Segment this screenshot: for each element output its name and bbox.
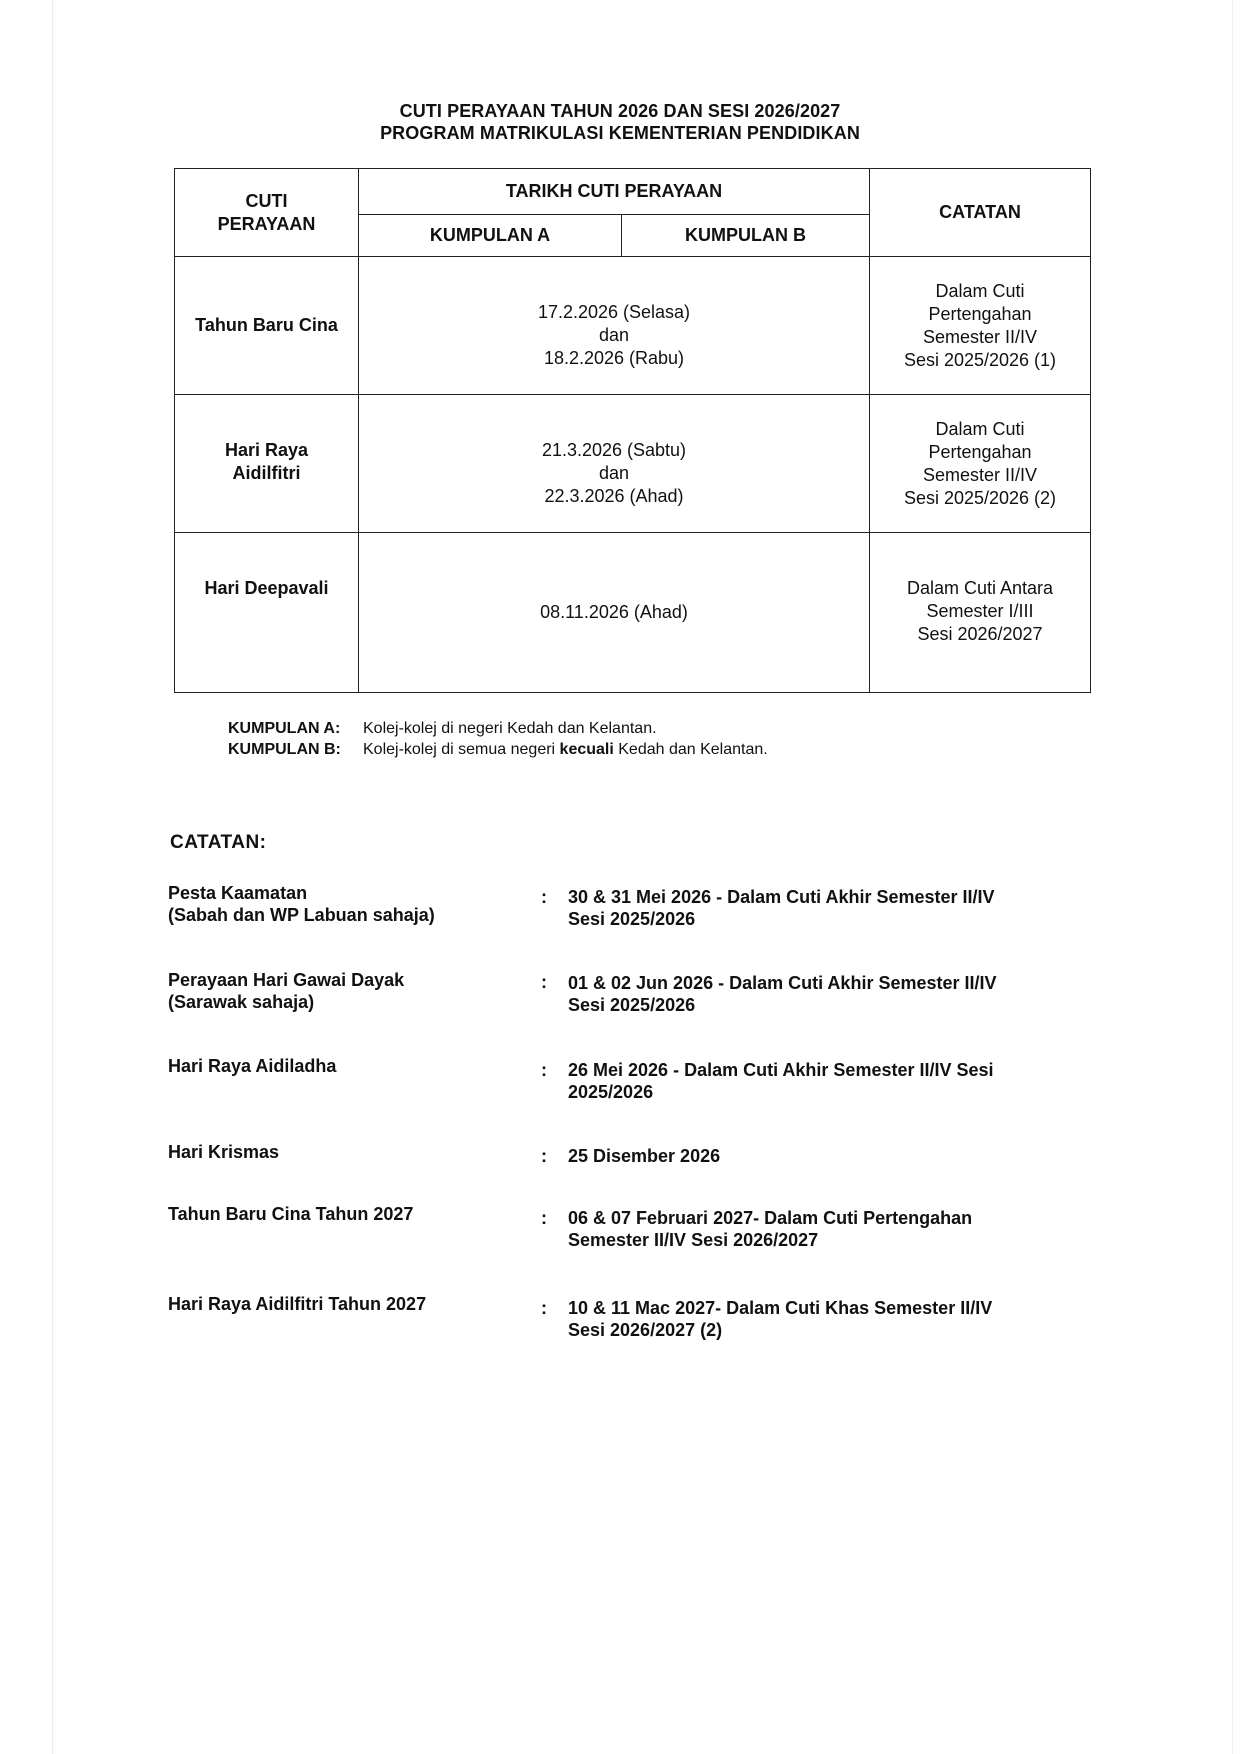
header-kumpulan-a: KUMPULAN A [359, 215, 622, 257]
note-value: 06 & 07 Februari 2027- Dalam Cuti Pertengahan Semester II/IV Sesi 2026/2027 [568, 1208, 973, 1250]
scan-edge-left [52, 0, 53, 1754]
group-b-label: KUMPULAN B: [228, 741, 341, 758]
holiday-dates: 17.2.2026 (Selasa) dan 18.2.2026 (Rabu) [359, 257, 870, 395]
note-label: Hari Raya Aidilfitri Tahun 2027 [168, 1294, 427, 1314]
note-value: 01 & 02 Jun 2026 - Dalam Cuti Akhir Semester II/IV Sesi 2025/2026 [568, 973, 997, 1015]
header-tarikh-cuti: TARIKH CUTI PERAYAAN [359, 169, 870, 215]
note-colon: : [541, 1060, 547, 1080]
notes-title: CATATAN: [170, 832, 267, 853]
holiday-note: Dalam Cuti Pertengahan Semester II/IV Sesi 2025/2026 (2) [870, 395, 1091, 533]
group-a-legend [228, 718, 657, 739]
note-value: 10 & 11 Mac 2027- Dalam Cuti Khas Semester II/IV Sesi 2026/2027 (2) [568, 1298, 993, 1340]
note-colon: : [541, 1208, 547, 1228]
holiday-dates: 21.3.2026 (Sabtu) dan 22.3.2026 (Ahad) [359, 395, 870, 533]
group-b-legend [228, 739, 768, 760]
group-b-text-post: Kedah dan Kelantan. [613, 741, 768, 758]
group-a-label: KUMPULAN A: [228, 720, 341, 737]
note-colon: : [541, 1298, 547, 1318]
table-row [175, 257, 1091, 395]
holiday-table [174, 168, 1091, 693]
note-value: 25 Disember 2026 [568, 1146, 721, 1166]
header-catatan: CATATAN [870, 169, 1091, 257]
document-title-line2: PROGRAM MATRIKULASI KEMENTERIAN PENDIDIKAN [380, 123, 860, 143]
holiday-dates: 08.11.2026 (Ahad) [359, 533, 870, 693]
table-row [175, 533, 1091, 693]
scan-edge-right [1232, 0, 1233, 1754]
note-label: Pesta Kaamatan (Sabah dan WP Labuan sahaja) [168, 883, 435, 925]
table-row [175, 395, 1091, 533]
note-label: Perayaan Hari Gawai Dayak (Sarawak sahaja) [168, 970, 405, 1012]
note-colon: : [541, 887, 547, 907]
group-b-text-pre: Kolej-kolej di semua negeri [363, 741, 560, 758]
header-kumpulan-b: KUMPULAN B [622, 215, 870, 257]
note-label: Hari Krismas [168, 1142, 280, 1162]
table-header-row [175, 169, 1091, 215]
holiday-name: Hari Raya Aidilfitri [175, 395, 359, 533]
note-colon: : [541, 972, 547, 992]
document-title-line1: CUTI PERAYAAN TAHUN 2026 DAN SESI 2026/2027 [399, 101, 841, 121]
holiday-note: Dalam Cuti Pertengahan Semester II/IV Sesi 2025/2026 (1) [870, 257, 1091, 395]
group-a-text: Kolej-kolej di negeri Kedah dan Kelantan. [363, 720, 657, 737]
note-value: 30 & 31 Mei 2026 - Dalam Cuti Akhir Semester II/IV Sesi 2025/2026 [568, 887, 995, 929]
note-colon: : [541, 1146, 547, 1166]
header-cuti-perayaan: CUTI PERAYAAN [175, 169, 359, 257]
group-b-text-bold: kecuali [559, 741, 614, 758]
note-label: Hari Raya Aidiladha [168, 1056, 337, 1076]
note-value: 26 Mei 2026 - Dalam Cuti Akhir Semester II/IV Sesi 2025/2026 [568, 1060, 994, 1102]
note-label: Tahun Baru Cina Tahun 2027 [168, 1204, 414, 1224]
holiday-name: Hari Deepavali [175, 533, 359, 693]
holiday-name: Tahun Baru Cina [175, 257, 359, 395]
holiday-note: Dalam Cuti Antara Semester I/III Sesi 2026/2027 [870, 533, 1091, 693]
